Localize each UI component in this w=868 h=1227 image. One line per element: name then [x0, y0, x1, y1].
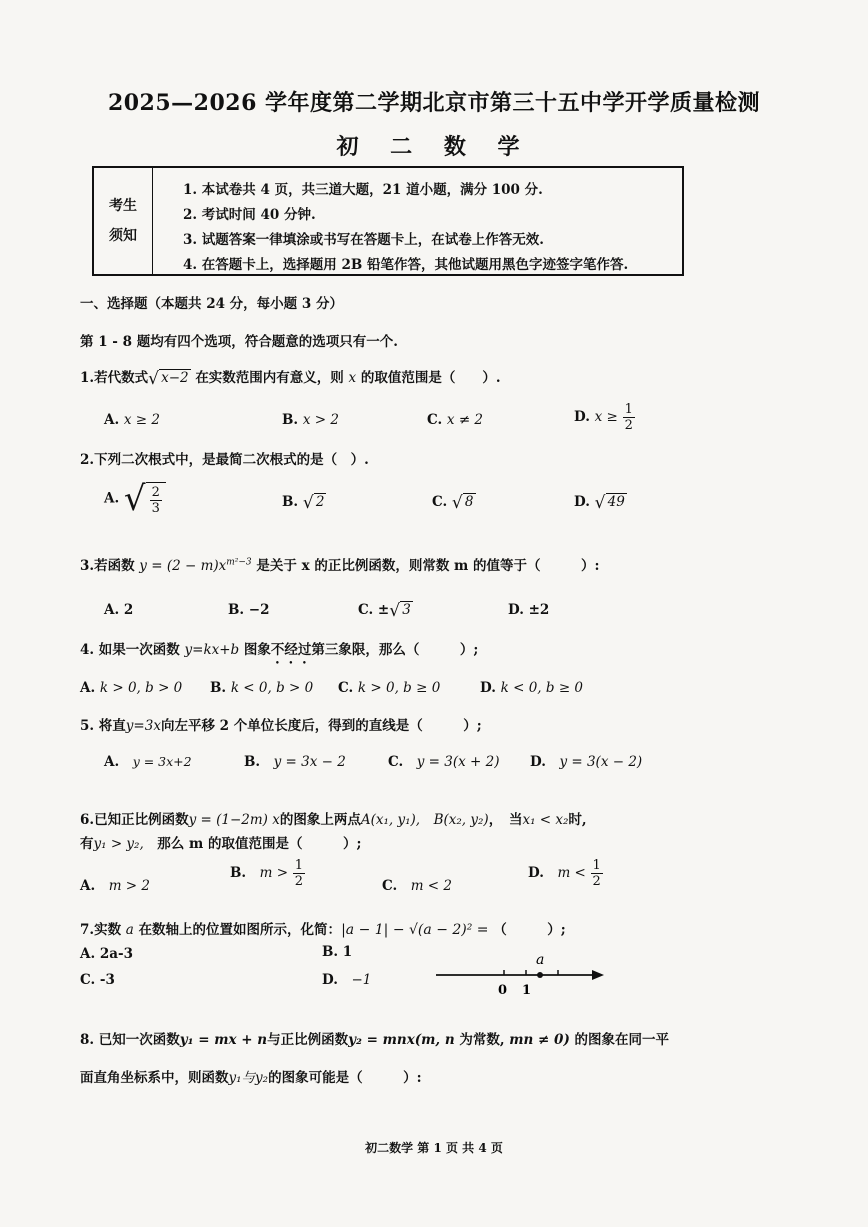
- point-a: [537, 972, 543, 978]
- section-heading: 一、选择题（本题共 24 分，每小题 3 分）: [80, 296, 343, 312]
- question-8-line2: 面直角坐标系中，则函数y₁与y₂的图象可能是（ ）:: [80, 1070, 422, 1086]
- q6-option-d[interactable]: D. m < $\frac{1}{2}$: [528, 858, 601, 889]
- q3-math: y = (2 − m)x: [139, 558, 227, 574]
- question-7: 7.实数 a 在数轴上的位置如图所示，化简：|a − 1| − √(a − 2)² = （ ）;: [80, 922, 566, 938]
- q6-option-a[interactable]: A. m > 2: [80, 878, 150, 894]
- q3-option-a[interactable]: A. 2: [104, 602, 134, 618]
- q2-a-radical: √ $\frac{2}{3}$: [124, 482, 166, 516]
- q1-d-fraction: $\frac{1}{2}$: [624, 402, 633, 433]
- label-1: 1: [522, 983, 532, 998]
- q2-option-d[interactable]: D. √ 49: [574, 494, 627, 510]
- question-6-line2: 有y₁ > y₂, 那么 m 的取值范围是（ ）;: [80, 836, 362, 852]
- question-4: 4. 如果一次函数 y=kx+b 图象不经过第三象限，那么（ ）;: [80, 642, 479, 658]
- q4-option-c[interactable]: C. k > 0, b ≥ 0: [338, 680, 441, 696]
- q1-pre: 1.若代数式: [80, 370, 149, 386]
- notice-label-line1: 考生: [109, 198, 137, 214]
- q7-option-a[interactable]: A. 2a-3: [80, 946, 134, 962]
- q2-option-c[interactable]: C. √ 8: [432, 494, 476, 510]
- q3-option-b[interactable]: B. −2: [228, 602, 270, 618]
- q6-option-c[interactable]: C. m < 2: [382, 878, 453, 894]
- question-5: 5. 将直y=3x向左平移 2 个单位长度后，得到的直线是（ ）;: [80, 718, 482, 734]
- notice-item: 4. 在答题卡上，选择题用 2B 铅笔作答，其他试题用黑色字迹签字笔作答.: [183, 257, 629, 273]
- q6-option-b[interactable]: B. m > $\frac{1}{2}$: [230, 858, 304, 889]
- q1-option-b[interactable]: B. x > 2: [282, 412, 339, 428]
- q1-radical: √ x−2: [150, 370, 191, 386]
- number-line-arrow: [592, 970, 604, 980]
- number-line: [430, 950, 610, 1000]
- q1-var: x: [348, 370, 357, 386]
- q1-post2: 的取值范围是（ ）.: [360, 370, 501, 386]
- notice-items: [153, 168, 628, 274]
- question-6-line1: 6.已知正比例函数y = (1−2m) x的图象上两点A(x₁, y₁), B(x₂, y₂)， 当x₁ < x₂时,: [80, 812, 587, 828]
- label-a: a: [536, 952, 545, 968]
- question-3: 3.若函数 $y = (2 - m)x^{m^2-3}$ 是关于 x 的正比例函数，则常数 m 的值等于（ ）:: [80, 557, 600, 574]
- notice-box: [92, 166, 684, 276]
- q4-option-d[interactable]: D. k < 0, b ≥ 0: [480, 680, 584, 696]
- question-2: 2.下列二次根式中，是最简二次根式的是（ ）.: [80, 452, 369, 468]
- q4-math: y=kx+b: [184, 642, 240, 658]
- q5-math: y=3x: [125, 718, 161, 734]
- page-footer: 初二数学 第 1 页 共 4 页: [365, 1141, 503, 1155]
- question-8-line1: 8. 已知一次函数y₁ = mx + n与正比例函数y₂ = mnx(m, n 为常数, mn ≠ 0) 的图象在同一平: [80, 1032, 670, 1048]
- q3-option-d[interactable]: D. ±2: [508, 602, 550, 618]
- q4-option-b[interactable]: B. k < 0, b > 0: [210, 680, 314, 696]
- q7-option-b[interactable]: B. 1: [322, 944, 353, 960]
- q1-option-a[interactable]: A. x ≥ 2: [104, 412, 160, 428]
- subject-title: 初 二 数 学: [336, 134, 532, 160]
- q1-post: 在实数范围内有意义，则: [195, 370, 344, 386]
- q1-option-c[interactable]: C. x ≠ 2: [427, 412, 484, 428]
- label-0: 0: [498, 983, 508, 998]
- q3-option-c[interactable]: C. ±√ 3: [358, 602, 413, 618]
- notice-label: [94, 168, 153, 274]
- q5-option-c[interactable]: C. y = 3(x + 2): [388, 754, 500, 770]
- q3-exponent: m²−3: [226, 557, 252, 568]
- q5-option-a[interactable]: A. y = 3x+2: [104, 754, 192, 770]
- exam-title: 2025—2026 学年度第二学期北京市第三十五中学开学质量检测: [107, 90, 761, 116]
- q5-option-d[interactable]: D. y = 3(x − 2): [530, 754, 643, 770]
- q4-emphasis: 不经过: [270, 642, 312, 658]
- notice-label-line2: 须知: [109, 228, 137, 244]
- notice-item: 1. 本试卷共 4 页，共三道大题，21 道小题，满分 100 分.: [183, 182, 543, 198]
- question-1: [80, 366, 501, 386]
- q2-option-b[interactable]: B. √ 2: [282, 494, 326, 510]
- section-instruction: 第 1 - 8 题均有四个选项，符合题意的选项只有一个.: [80, 334, 398, 350]
- notice-item: 2. 考试时间 40 分钟.: [183, 207, 316, 223]
- q7-option-c[interactable]: C. -3: [80, 972, 115, 988]
- q1-option-d[interactable]: D. x ≥ $\frac{1}{2}$: [574, 402, 633, 433]
- q5-option-b[interactable]: B. y = 3x − 2: [244, 754, 346, 770]
- notice-item: 3. 试题答案一律填涂或书写在答题卡上，在试卷上作答无效.: [183, 232, 544, 248]
- q4-option-a[interactable]: A. k > 0, b > 0: [80, 680, 183, 696]
- q7-expression: |a − 1| − √(a − 2)² =: [341, 922, 489, 938]
- q7-option-d[interactable]: D. −1: [322, 972, 372, 988]
- q2-option-a[interactable]: A. √ $\frac{2}{3}$: [104, 482, 166, 516]
